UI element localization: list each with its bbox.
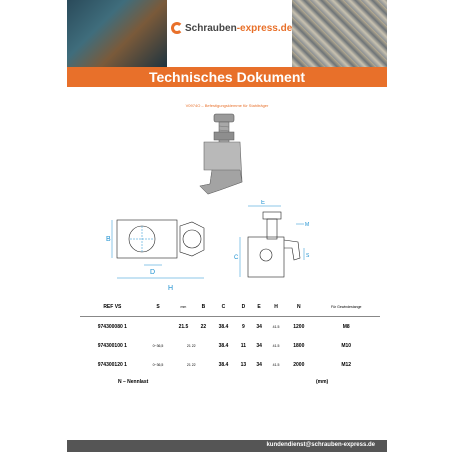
unit-label: (mm) [316, 379, 329, 385]
col-mm: mm [171, 298, 195, 317]
logo-icon [171, 22, 183, 34]
technical-drawing [100, 200, 340, 295]
cell-e: 34 [256, 342, 262, 349]
cell-d: 11 [240, 342, 247, 349]
col-e: E [251, 298, 267, 317]
cell-e: 34 [256, 323, 262, 330]
cell-s: 0~36,5 [152, 362, 164, 367]
label-e: E [261, 200, 266, 206]
cell-b: 21 22 [186, 362, 196, 367]
label-b: B [106, 236, 111, 243]
product-image [190, 112, 260, 202]
label-s: S [306, 253, 310, 259]
col-c: C [211, 298, 235, 317]
cell-c: 38.4 [218, 323, 229, 330]
cell-c: 38.4 [218, 342, 229, 349]
spec-table [80, 298, 380, 374]
cell-thread: M8 [342, 323, 350, 330]
col-s: S [145, 298, 172, 317]
contact-email[interactable]: kundendienst@schrauben-express.de [266, 442, 375, 448]
table-row [80, 355, 380, 374]
header-image [67, 0, 387, 67]
product-subtitle: V0974O – Befestigungsklemme für Stahlträger [185, 103, 269, 108]
label-c: C [234, 255, 239, 261]
cell-n: 1200 [293, 323, 305, 330]
cell-h: 41.5 [272, 362, 280, 367]
cell-ref: 974300080 1 [97, 323, 127, 330]
label-d: D [150, 269, 156, 276]
cell-b: 21 22 [186, 343, 196, 348]
col-h: H [267, 298, 285, 317]
document-title: Technisches Dokument [67, 67, 387, 87]
cell-n: 2000 [293, 361, 305, 368]
footer-bar [67, 440, 387, 452]
label-h: H [168, 285, 174, 292]
cell-d: 13 [240, 361, 247, 368]
cell-s [145, 317, 172, 337]
col-n: N [285, 298, 312, 317]
cell-h: 41.5 [272, 324, 280, 329]
label-m: M [305, 222, 310, 228]
screws-photo [292, 0, 387, 67]
cell-thread: M12 [341, 361, 352, 368]
cell-n: 1800 [293, 342, 305, 349]
table-row [80, 336, 380, 355]
col-ref: REF VS [80, 298, 145, 317]
footnote: N – Nennlast [118, 379, 149, 385]
cell-ref: 974300120 1 [97, 361, 127, 368]
cell-d: 9 [242, 323, 245, 330]
cell-thread: M10 [341, 342, 352, 349]
tools-photo [67, 0, 167, 67]
logo-text [185, 23, 292, 34]
logo [167, 0, 292, 67]
table-row [80, 317, 380, 337]
cell-c: 38.4 [218, 361, 229, 368]
cell-ref: 974300100 1 [97, 342, 127, 349]
logo-accent: -express.de [236, 23, 293, 34]
col-b: B [196, 298, 212, 317]
cell-h: 41.5 [272, 343, 280, 348]
cell-s: 0~36,5 [152, 343, 164, 348]
cell-b: 21.5 [178, 323, 189, 330]
col-d: D [236, 298, 252, 317]
cell-b2: 22 [200, 323, 207, 330]
col-thread: Für Gewindestange [312, 298, 380, 317]
cell-e: 34 [256, 361, 262, 368]
logo-brand: Schrauben [185, 23, 237, 34]
